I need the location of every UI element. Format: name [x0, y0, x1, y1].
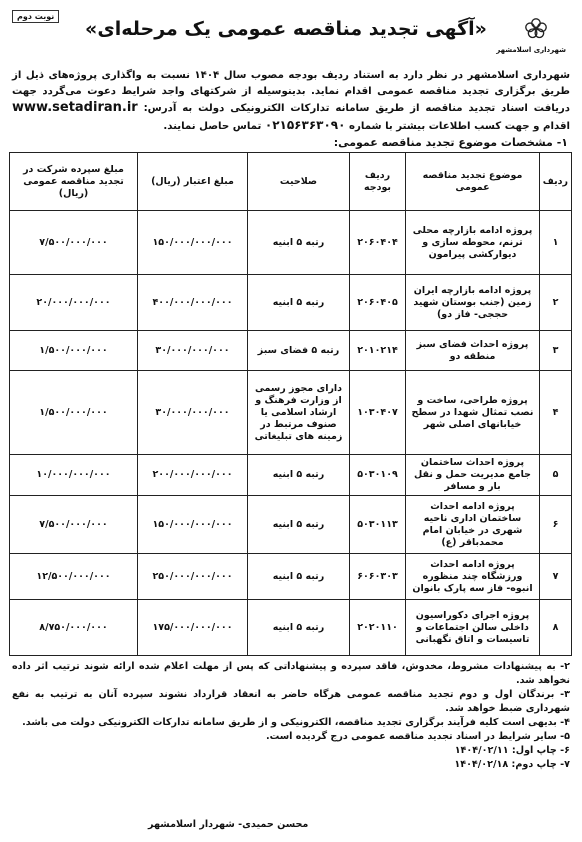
note-item: ۵- سایر شرایط در اسناد تجدید مناقصه عمومی درج گردیده است. — [265, 731, 570, 742]
cell-credit-amount: ۲۰۰/۰۰۰/۰۰۰/۰۰۰ — [138, 455, 248, 496]
cell-credit-amount: ۱۵۰/۰۰۰/۰۰۰/۰۰۰ — [138, 211, 248, 275]
cell-budget-row: ۵۰۳۰۱۰۹ — [350, 455, 406, 496]
cell-credit-amount: ۱۵۰/۰۰۰/۰۰۰/۰۰۰ — [138, 496, 248, 554]
mayor-signature: محسن حمیدی- شهردار اسلامشهر — [148, 819, 309, 830]
cell-subject: پروژه احداث فضای سبز منطقه دو — [406, 331, 540, 371]
cell-deposit-amount: ۱/۵۰۰/۰۰۰/۰۰۰ — [10, 331, 138, 371]
table-header-row — [10, 153, 572, 211]
table-row — [10, 455, 572, 496]
cell-competence: رتبه ۵ ابنیه — [248, 275, 350, 331]
logo-caption: شهرداری اسلامشهر — [496, 46, 566, 54]
cell-row-number: ۴ — [540, 371, 572, 455]
intro-text-2: اقدام و جهت کسب اطلاعات بیشتر با شماره — [349, 121, 570, 132]
cell-budget-row: ۲۰۶۰۴۰۴ — [350, 211, 406, 275]
conditions-notes — [10, 660, 572, 772]
cell-row-number: ۷ — [540, 554, 572, 600]
setadiran-link[interactable]: www.setadiran.ir — [12, 100, 138, 115]
cell-deposit-amount: ۱۰/۰۰۰/۰۰۰/۰۰۰ — [10, 455, 138, 496]
cell-subject: پروژه ادامه احداث ساختمان اداری ناحیه شهری در خیابان امام محمدباقر (ع) — [406, 496, 540, 554]
cell-deposit-amount: ۱۲/۵۰۰/۰۰۰/۰۰۰ — [10, 554, 138, 600]
header-credit-amount: مبلغ اعتبار (ریال) — [138, 153, 248, 211]
intro-text-1: شهرداری اسلامشهر در نظر دارد به استناد ردیف بودجه مصوب سال ۱۴۰۴ نسبت به واگذاری پروژه‌های ذیل از طریق برگزاری تجدید مناقصه عمومی اقدام نماید. بدینوسیله از شرکتهای واجد شرایط دعوت می‌گردد جهت دریافت اسناد تجدید مناقصه از طریق سامانه تدارکات الکترونیکی دولت به آدرس: — [12, 70, 571, 114]
cell-deposit-amount: ۱/۵۰۰/۰۰۰/۰۰۰ — [10, 371, 138, 455]
municipality-logo — [496, 14, 566, 62]
table-row — [10, 371, 572, 455]
cell-row-number: ۵ — [540, 455, 572, 496]
flower-logo-icon — [519, 14, 553, 44]
cell-competence: رتبه ۵ فضای سبز — [248, 331, 350, 371]
note-second-print-date: ۷- چاپ دوم: ۱۴۰۴/۰۲/۱۸ — [454, 759, 570, 770]
note-item: ۴- بدیهی است کلیه فرآیند برگزاری تجدید مناقصه، الکترونیکی و از طریق سامانه تدارکات الکترونیکی دولت می باشد. — [22, 717, 570, 728]
cell-row-number: ۶ — [540, 496, 572, 554]
cell-competence: رتبه ۵ ابنیه — [248, 455, 350, 496]
contact-phone: ۰۲۱۵۶۳۶۳۰۹۰ — [264, 118, 346, 132]
cell-competence: رتبه ۵ ابنیه — [248, 600, 350, 656]
cell-credit-amount: ۴۰۰/۰۰۰/۰۰۰/۰۰۰ — [138, 275, 248, 331]
cell-subject: پروژه طراحی، ساخت و نصب تمثال شهدا در سطح خیابانهای اصلی شهر — [406, 371, 540, 455]
cell-deposit-amount: ۷/۵۰۰/۰۰۰/۰۰۰ — [10, 211, 138, 275]
cell-deposit-amount: ۲۰/۰۰۰/۰۰۰/۰۰۰ — [10, 275, 138, 331]
cell-budget-row: ۶۰۶۰۳۰۳ — [350, 554, 406, 600]
header-competence: صلاحیت — [248, 153, 350, 211]
table-row — [10, 331, 572, 371]
cell-budget-row: ۲۰۲۰۱۱۰ — [350, 600, 406, 656]
cell-credit-amount: ۳۰/۰۰۰/۰۰۰/۰۰۰ — [138, 331, 248, 371]
cell-deposit-amount: ۷/۵۰۰/۰۰۰/۰۰۰ — [10, 496, 138, 554]
header-deposit-amount: مبلغ سپرده شرکت در تجدید مناقصه عمومی (ریال) — [10, 153, 138, 211]
projects-table — [9, 152, 572, 656]
cell-competence: دارای مجوز رسمی از وزارت فرهنگ و ارشاد اسلامی یا صنوف مرتبط در زمینه های تبلیغاتی — [248, 371, 350, 455]
cell-credit-amount: ۱۷۵/۰۰۰/۰۰۰/۰۰۰ — [138, 600, 248, 656]
cell-credit-amount: ۳۰/۰۰۰/۰۰۰/۰۰۰ — [138, 371, 248, 455]
cell-competence: رتبه ۵ ابنیه — [248, 554, 350, 600]
cell-row-number: ۳ — [540, 331, 572, 371]
cell-deposit-amount: ۸/۷۵۰/۰۰۰/۰۰۰ — [10, 600, 138, 656]
cell-row-number: ۸ — [540, 600, 572, 656]
cell-budget-row: ۲۰۶۰۴۰۵ — [350, 275, 406, 331]
table-row — [10, 275, 572, 331]
cell-subject: پروژه احداث ساختمان جامع مدیریت حمل و نقل بار و مسافر — [406, 455, 540, 496]
table-row — [10, 496, 572, 554]
cell-subject: پروژه ادامه بازارچه ایران زمین (جنب بوستان شهید حججی- فاز دو) — [406, 275, 540, 331]
cell-subject: پروژه اجرای دکوراسیون داخلی سالن اجتماعات و تاسیسات و اتاق نگهبانی — [406, 600, 540, 656]
intro-paragraph — [10, 68, 572, 135]
cell-subject: پروژه ادامه احداث ورزشگاه چند منظوره انبوه- فاز سه پارک بانوان — [406, 554, 540, 600]
table-row — [10, 554, 572, 600]
table-row — [10, 600, 572, 656]
header-budget-row: ردیف بودجه — [350, 153, 406, 211]
cell-competence: رتبه ۵ ابنیه — [248, 211, 350, 275]
note-item: ۲- به پیشنهادات مشروط، مخدوش، فاقد سپرده و پیشنهاداتی که پس از مهلت اعلام شده ارائه شوند ترتیب اثر داده نخواهد شد. — [12, 661, 570, 686]
section-title: ۱- مشخصات موضوع تجدید مناقصه عمومی: — [333, 136, 568, 149]
table-row — [10, 211, 572, 275]
cell-budget-row: ۲۰۱۰۲۱۴ — [350, 331, 406, 371]
cell-budget-row: ۵۰۳۰۱۱۳ — [350, 496, 406, 554]
cell-row-number: ۲ — [540, 275, 572, 331]
header-subject: موضوع تجدید مناقصه عمومی — [406, 153, 540, 211]
cell-competence: رتبه ۵ ابنیه — [248, 496, 350, 554]
intro-text-3: تماس حاصل نمایند. — [163, 121, 262, 132]
note-item: ۳- برندگان اول و دوم تجدید مناقصه عمومی هرگاه حاضر به انعقاد قرارداد نشوند سپرده آنان به ترتیب به نفع شهرداری ضبط خواهد شد. — [12, 689, 570, 714]
cell-subject: پروژه ادامه بازارچه محلی ترنم، محوطه سازی و دیوارکشی پیرامون — [406, 211, 540, 275]
cell-budget-row: ۱۰۳۰۴۰۷ — [350, 371, 406, 455]
note-first-print-date: ۶- چاپ اول: ۱۴۰۴/۰۲/۱۱ — [454, 745, 570, 756]
header-row-number: ردیف — [540, 153, 572, 211]
notice-title: «آگهی تجدید مناقصه عمومی یک مرحله‌ای» — [85, 18, 487, 40]
notice-header — [10, 8, 572, 64]
cell-credit-amount: ۲۵۰/۰۰۰/۰۰۰/۰۰۰ — [138, 554, 248, 600]
publication-round-badge: نوبت دوم — [12, 10, 59, 23]
cell-row-number: ۱ — [540, 211, 572, 275]
